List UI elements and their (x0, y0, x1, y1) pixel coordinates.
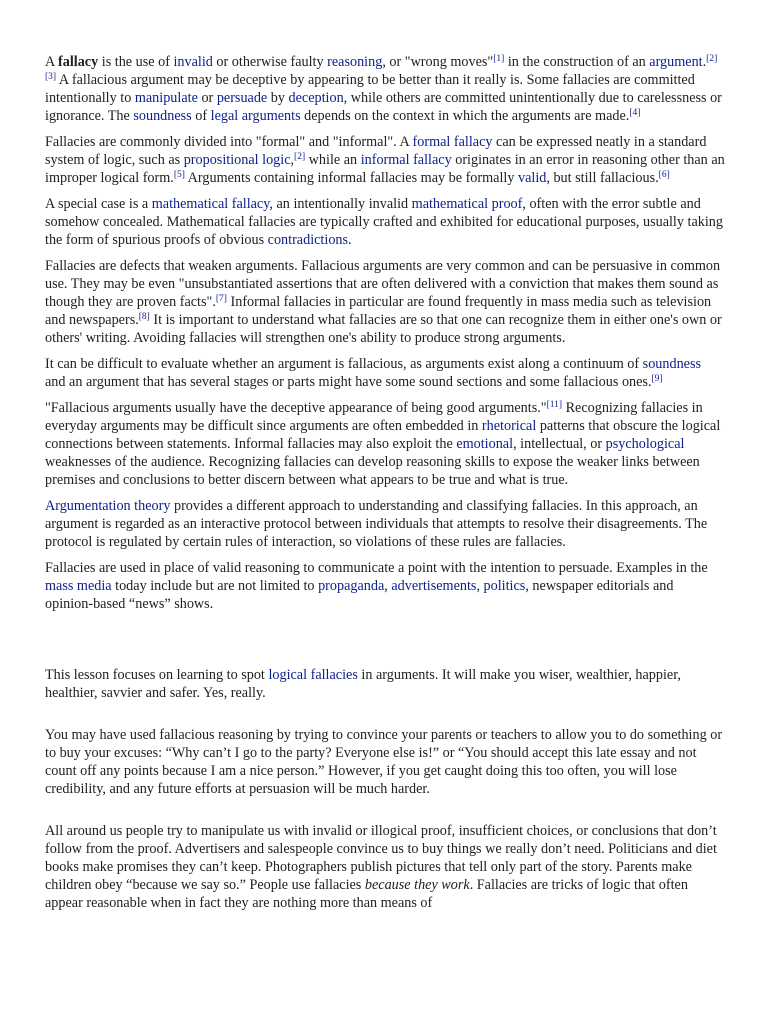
text: Fallacies are defects that weaken arguments. Fallacious arguments are very common and can be persuasive in common use. They may be even "unsubstantiated assertions that are often delivered with a conviction that makes them sound as though they are proven facts". (45, 258, 721, 310)
text: All around us people try to manipulate us with invalid or illogical proof, insufficient choices, or conclusions that don’t follow from the proof. Advertisers and salespeople convince us to buy things we really don’t need. Politicians and diet books make promises they can’t keep. Photographers publish pictures that tell only part of the story. Parents make children obey “because we say so.” People use fallacies (45, 823, 717, 893)
text: . (702, 54, 707, 70)
text: provides a different approach to understanding and classifying fallacies. In this approach, an argument is regarded as an interactive protocol between individuals that attempts to resolve their disagreements. The protocol is regulated by certain rules of interaction, so violations of these rules are fallacies. (45, 498, 708, 550)
paragraph-formal-informal (45, 133, 725, 187)
paragraph-definition (45, 53, 725, 125)
citation-6[interactable]: [6] (658, 170, 670, 180)
citation-8[interactable]: [8] (138, 312, 150, 322)
link-formal-fallacy[interactable]: formal fallacy (412, 134, 493, 150)
citation-1[interactable]: [1] (493, 54, 505, 64)
link-deception[interactable]: deception (288, 90, 344, 106)
text: , while others are committed unintentionally due to carelessness or ignorance. The (45, 90, 722, 124)
text: It can be difficult to evaluate whether an argument is fallacious, as arguments exist along a continuum of (45, 356, 643, 372)
link-argument[interactable]: argument (649, 54, 703, 70)
text: originates in an error in reasoning other than an improper logical form. (45, 152, 725, 186)
paragraph-mass-media (45, 559, 725, 613)
citation-5[interactable]: [5] (173, 170, 185, 180)
link-politics[interactable]: politics (483, 578, 526, 594)
link-emotional[interactable]: emotional (456, 436, 514, 452)
text: today include but are not limited to (111, 578, 319, 594)
citation-2-3[interactable]: [2][3] (45, 54, 718, 82)
link-propaganda[interactable]: propaganda (318, 578, 385, 594)
text: , (384, 578, 392, 594)
link-persuade[interactable]: persuade (216, 90, 268, 106)
text: can be expressed neatly in a standard system of logic, such as (45, 134, 707, 168)
paragraph-manipulation (45, 822, 725, 912)
paragraph-argumentation-theory (45, 497, 725, 551)
text: , an intentionally invalid (269, 196, 412, 212)
text: A (45, 54, 59, 70)
paragraph-lesson-intro (45, 666, 725, 702)
term-fallacy: fallacy (58, 54, 99, 70)
text: , (476, 578, 484, 594)
link-argumentation-theory[interactable]: Argumentation theory (45, 498, 171, 514)
text: and an argument that has several stages or parts might have some sound sections and some fallacious ones. (45, 374, 652, 390)
link-legal-arguments[interactable]: legal arguments (210, 108, 301, 124)
paragraph-continuum (45, 355, 725, 391)
text: patterns that obscure the logical connections between statements. Informal fallacies may also exploit the (45, 418, 721, 452)
citation-4[interactable]: [4] (629, 108, 641, 118)
link-mathematical-proof[interactable]: mathematical proof (411, 196, 523, 212)
text: A fallacious argument may be deceptive by appearing to be better than it really is. Some fallacies are committed intentionally to (45, 72, 695, 106)
section-spacer (45, 621, 725, 666)
paragraph-spacer (45, 710, 725, 726)
text: or (197, 90, 217, 106)
emphasis-because-they-work: because they work (364, 877, 470, 893)
paragraph-spacer (45, 806, 725, 822)
link-psychological[interactable]: psychological (605, 436, 685, 452)
link-contradictions[interactable]: contradictions (267, 232, 349, 248)
link-valid[interactable]: valid (517, 170, 547, 186)
text: , newspaper editorials and opinion-based “news” shows. (45, 578, 674, 612)
paragraph-defects (45, 257, 725, 347)
text: A special case is a (45, 196, 152, 212)
text: This lesson focuses on learning to spot (45, 667, 269, 683)
text: is the use of (98, 54, 174, 70)
text: , (290, 152, 295, 168)
citation-11[interactable]: [11] (546, 400, 563, 410)
citation-2[interactable]: [2] (294, 152, 306, 162)
link-invalid[interactable]: invalid (173, 54, 213, 70)
paragraph-recognizing (45, 399, 725, 489)
link-reasoning[interactable]: reasoning (327, 54, 383, 70)
text: , but still fallacious. (546, 170, 659, 186)
text: "Fallacious arguments usually have the deceptive appearance of being good arguments." (45, 400, 547, 416)
text: or otherwise faulty (212, 54, 328, 70)
text: , intellectual, or (513, 436, 606, 452)
text: in arguments. It will make you wiser, wealthier, happier, healthier, savvier and safer. Yes, really. (45, 667, 681, 701)
text: You may have used fallacious reasoning by trying to convince your parents or teachers to allow you to do something or to buy your excuses: “Why can’t I go to the party? Everyone else is!” or “You should accept this late essay and not count off any points because I am a nice person.” However, if you get caught doing this too often, you will lose credibility, and any future efforts at persuasion will be much harder. (45, 727, 723, 797)
link-logical-fallacies[interactable]: logical fallacies (268, 667, 358, 683)
text: . Fallacies are tricks of logic that often appear reasonable when in fact they are nothing more than means of (45, 877, 688, 911)
link-advertisements[interactable]: advertisements (391, 578, 477, 594)
citation-7[interactable]: [7] (215, 294, 227, 304)
text: Fallacies are commonly divided into "formal" and "informal". A (45, 134, 413, 150)
paragraph-excuses (45, 726, 725, 798)
paragraph-mathematical (45, 195, 725, 249)
text: , or "wrong moves" (382, 54, 494, 70)
link-soundness[interactable]: soundness (642, 356, 702, 372)
article-body (45, 53, 725, 920)
text: by (267, 90, 289, 106)
text: . (348, 232, 352, 248)
text: Informal fallacies in particular are found frequently in mass media such as television and newspapers. (45, 294, 712, 328)
link-rhetorical[interactable]: rhetorical (481, 418, 537, 434)
text: of (191, 108, 211, 124)
link-mathematical-fallacy[interactable]: mathematical fallacy (151, 196, 270, 212)
text: Fallacies are used in place of valid reasoning to communicate a point with the intention to persuade. Examples in the (45, 560, 708, 576)
text: It is important to understand what fallacies are so that one can recognize them in either one's own or others' writing. Avoiding fallacies will strengthen one's ability to produce strong arguments. (45, 312, 722, 346)
text: in the construction of an (504, 54, 650, 70)
text: Arguments containing informal fallacies may be formally (184, 170, 518, 186)
link-informal-fallacy[interactable]: informal fallacy (360, 152, 452, 168)
link-soundness[interactable]: soundness (133, 108, 192, 124)
link-mass-media[interactable]: mass media (45, 578, 112, 594)
text: , often with the error subtle and somehow concealed. Mathematical fallacies are typically crafted and exhibited for educational purposes, usually taking the form of spurious proofs of obvious (45, 196, 723, 248)
text: weaknesses of the audience. Recognizing fallacies can develop reasoning skills to expose the weaker links between premises and conclusions to better discern between what appears to be true and what is true. (45, 454, 700, 488)
link-manipulate[interactable]: manipulate (134, 90, 198, 106)
text: while an (305, 152, 361, 168)
citation-9[interactable]: [9] (651, 374, 663, 384)
text: depends on the context in which the arguments are made. (300, 108, 630, 124)
text: Recognizing fallacies in everyday arguments may be difficult since arguments are often embedded in (45, 400, 703, 434)
link-propositional-logic[interactable]: propositional logic (183, 152, 291, 168)
